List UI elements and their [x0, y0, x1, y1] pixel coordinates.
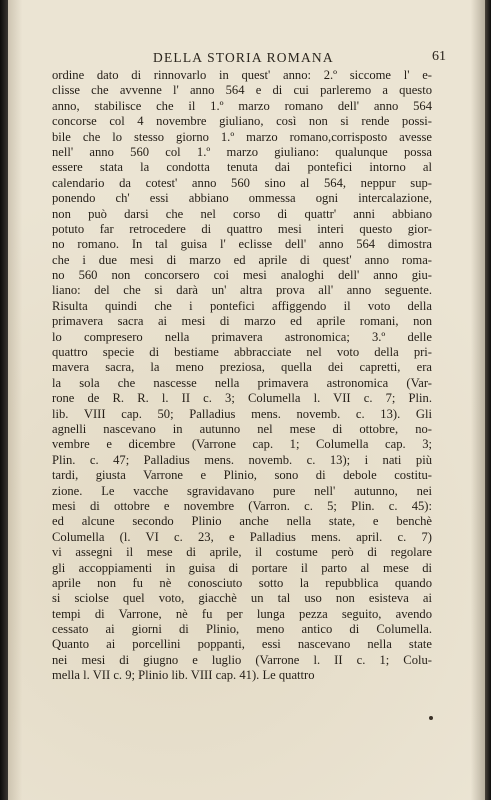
text-line: liano: del che si darà un' altra prova all' anno seguente.	[52, 283, 432, 298]
text-line: cessato ai giorni di Plinio, meno antico di Columella.	[52, 622, 432, 637]
running-title: DELLA STORIA ROMANA	[153, 50, 334, 65]
text-line: Columella (l. VI c. 23, e Palladius mens. april. c. 7)	[52, 529, 432, 544]
text-line: clisse che avvenne l' anno 564 e di cui parleremo a questo	[52, 83, 432, 98]
text-line: Plin. c. 47; Palladius mens. novemb. c. 13); i nati più	[52, 452, 432, 467]
text-line: aprile non fu nè conosciuto sotto la repubblica quando	[52, 575, 432, 590]
text-line: essere stata la condotta tenuta dai pontefici intorno al	[52, 160, 432, 175]
text-line: quattro specie di bestiame abbracciate nel voto della pri-	[52, 345, 432, 360]
text-line: si sciolse quel voto, giacchè un tal uso non esisteva ai	[52, 591, 432, 606]
text-line: non può darsi che nel corso di quattr' anni abbiano	[52, 206, 432, 221]
text-line: Quanto ai porcellini poppanti, essi nascevano nella state	[52, 637, 432, 652]
text-line: nei mesi di giugno e luglio (Varrone l. II c. 1; Colu-	[52, 652, 432, 667]
text-line: nell' anno 560 col 1.º marzo giuliano: qualunque possa	[52, 144, 432, 159]
text-line: no 560 non concorsero coi mesi analoghi dell' anno giu-	[52, 268, 432, 283]
text-line: ponendo ch' essi abbiano ommessa ogni intercalazione,	[52, 191, 432, 206]
scan-left-shadow	[0, 0, 8, 800]
text-line: mavera sacra, la meno preziosa, quella dei capretti, era	[52, 360, 432, 375]
text-line: la sola che nascesse nella primavera astronomica (Var-	[52, 375, 432, 390]
text-line: Risulta quindi che i pontefici affiggendo il voto della	[52, 298, 432, 313]
text-line: che i due mesi di marzo ed aprile di quest' anno roma-	[52, 252, 432, 267]
page-number: 61	[432, 49, 446, 64]
text-line: vembre e dicembre (Varrone cap. 1; Columella cap. 3;	[52, 437, 432, 452]
text-line: ed alcune secondo Plinio anche nella state, e benchè	[52, 514, 432, 529]
text-line: agnelli nascevano in autunno nel mese di ottobre, no-	[52, 421, 432, 436]
text-line: mella l. VII c. 9; Plinio lib. VIII cap. 41). Le quattro	[52, 668, 315, 683]
body-text	[52, 68, 432, 684]
text-line: zione. Le vacche sgravidavano pure nell' autunno, nei	[52, 483, 432, 498]
text-line: no romano. In tal guisa l' eclisse dell' anno 564 dimostra	[52, 237, 432, 252]
text-line: gli accoppiamenti in guisa di portare il parto al mese di	[52, 560, 432, 575]
text-line: bile che lo stesso giorno 1.º marzo romano,corrisposto avesse	[52, 129, 432, 144]
text-line: ordine dato di rinnovarlo in quest' anno: 2.º siccome l' e-	[52, 68, 432, 82]
text-line: vi assegni il mese di aprile, il costume però di regolare	[52, 545, 432, 560]
text-line: rone de R. R. l. II c. 3; Columella l. VII c. 7; Plin.	[52, 391, 432, 406]
text-line: tempi di Varrone, nè fu per lunga pezza seguito, avendo	[52, 606, 432, 621]
text-line: tardi, giusta Varrone e Plinio, sono di debole costitu-	[52, 468, 432, 483]
text-line: potuto far retrocedere di quattro mesi interi questo gior-	[52, 221, 432, 236]
book-page	[8, 0, 485, 800]
ink-speck	[429, 716, 433, 720]
text-line: mesi di ottobre e novembre (Varron. c. 5; Plin. c. 45):	[52, 498, 432, 513]
text-line: lib. VIII cap. 50; Palladius mens. novemb. c. 13). Gli	[52, 406, 432, 421]
text-line: primavera sacra ai mesi di marzo ed aprile romani, non	[52, 314, 432, 329]
text-line: anno, stabilisce che il 1.º marzo romano dell' anno 564	[52, 98, 432, 113]
text-line: calendario da cotest' anno 560 sino al 564, neppur sup-	[52, 175, 432, 190]
text-line: concorse col 4 novembre giuliano, così non si rende possi-	[52, 114, 432, 129]
scan-right-shadow	[485, 0, 491, 800]
text-line: lo compresero nella primavera astronomica; 3.º delle	[52, 329, 432, 344]
running-head	[8, 50, 485, 70]
